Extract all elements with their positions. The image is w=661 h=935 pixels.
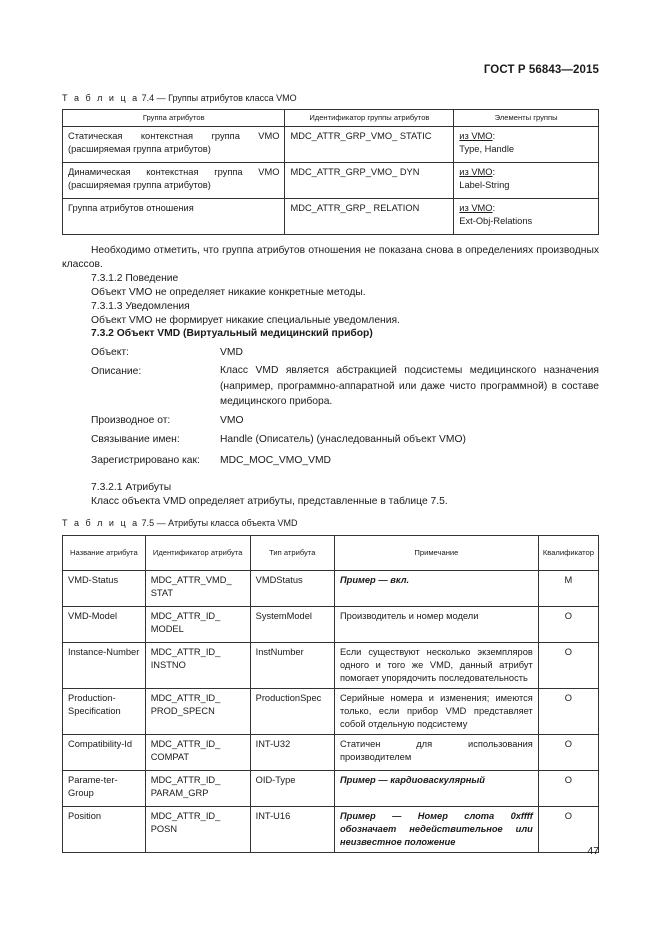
paragraph-note: Необходимо отметить, что группа атрибутов отношения не показана снова в определениях производных классов.: [62, 245, 599, 270]
table-header-row: [63, 536, 599, 571]
section-7-3-1-3-heading: 7.3.1.3 Уведомления: [91, 301, 190, 312]
table-7-5-caption-text: 7.5 — Атрибуты класса объекта VMD: [141, 518, 298, 528]
table-7-5: [62, 535, 599, 853]
qualifier-cell: O: [538, 689, 598, 735]
note-cell: Пример — Номер слота 0xffff обозначает недействительное или неизвестное положение: [334, 807, 538, 853]
column-header: Идентификатор атрибута: [145, 536, 250, 571]
property-label: Связывание имен:: [91, 434, 180, 445]
table-row: [63, 199, 599, 235]
vmo-link[interactable]: из VMO: [459, 167, 493, 177]
attribute-id-cell: MDC_ATTR_ID_ POSN: [145, 807, 250, 853]
column-header: Элементы группы: [454, 110, 599, 127]
table-7-4: [62, 109, 599, 235]
note-cell: Если существуют несколько экземпляров одного и того же VMD, данный атрибут помогает упорядочить последовательность: [334, 643, 538, 689]
table-row: [63, 163, 599, 199]
attribute-name-cell: Instance-Number: [63, 643, 146, 689]
attribute-id-cell: MDC_ATTR_ID_ INSTNO: [145, 643, 250, 689]
attribute-name-cell: Parame-ter-Group: [63, 771, 146, 807]
vmo-link[interactable]: из VMO: [459, 203, 493, 213]
table-row: [63, 643, 599, 689]
section-7-3-1-3-text: Объект VMO не формирует никакие специальные уведомления.: [91, 315, 400, 326]
qualifier-cell: M: [538, 571, 598, 607]
page-number: 47: [587, 845, 599, 857]
table-7-5-caption-prefix: Т а б л и ц а: [62, 518, 140, 528]
property-value: MDC_MOC_VMO_VMD: [220, 455, 331, 466]
note-cell: Пример — вкл.: [334, 571, 538, 607]
colon: :: [492, 167, 496, 177]
elements-list: Ext-Obj-Relations: [459, 216, 533, 226]
attribute-name-cell: Position: [63, 807, 146, 853]
attribute-id-cell: MDC_ATTR_ID_ COMPAT: [145, 735, 250, 771]
colon: :: [492, 203, 496, 213]
attribute-id-cell: MDC_ATTR_ID_ PROD_SPECN: [145, 689, 250, 735]
qualifier-cell: O: [538, 607, 598, 643]
note-cell: Пример — кардиоваскулярный: [334, 771, 538, 807]
section-7-3-1-2-text: Объект VMO не определяет никакие конкретные методы.: [91, 287, 366, 298]
elements-cell: [454, 127, 599, 163]
standard-number: ГОСТ Р 56843—2015: [483, 64, 599, 76]
property-value: VMO: [220, 415, 244, 426]
property-value: Класс VMD является абстракцией подсистемы медицинского назначения (например, программно-аппаратной или даже чисто программной) в составе медицинского прибора.: [220, 365, 599, 407]
attribute-type-cell: OID-Type: [250, 771, 334, 807]
column-header: Группа атрибутов: [63, 110, 285, 127]
qualifier-cell: O: [538, 643, 598, 689]
section-7-3-2-1-text: Класс объекта VMD определяет атрибуты, представленные в таблице 7.5.: [91, 496, 448, 507]
elements-list: Type, Handle: [459, 144, 515, 154]
colon: :: [492, 131, 496, 141]
table-7-4-caption: [62, 93, 297, 103]
section-7-3-2-1-heading: 7.3.2.1 Атрибуты: [91, 482, 172, 493]
column-header: Тип атрибута: [250, 536, 334, 571]
table-row: [63, 127, 599, 163]
table-header-row: [63, 110, 599, 127]
group-cell: Группа атрибутов отношения: [63, 199, 285, 235]
attribute-id-cell: MDC_ATTR_ID_ MODEL: [145, 607, 250, 643]
attribute-type-cell: VMDStatus: [250, 571, 334, 607]
table-row: [63, 607, 599, 643]
property-label: Объект:: [91, 347, 129, 358]
attribute-name-cell: VMD-Status: [63, 571, 146, 607]
qualifier-cell: O: [538, 735, 598, 771]
section-7-3-1-2-heading: 7.3.1.2 Поведение: [91, 273, 179, 284]
attribute-type-cell: SystemModel: [250, 607, 334, 643]
elements-cell: [454, 163, 599, 199]
id-cell: MDC_ATTR_GRP_VMO_ DYN: [285, 163, 454, 199]
table-row: [63, 571, 599, 607]
attribute-name-cell: Production-Specification: [63, 689, 146, 735]
vmo-link[interactable]: из VMO: [459, 131, 493, 141]
table-row: [63, 735, 599, 771]
section-7-3-2-heading: 7.3.2 Объект VMD (Виртуальный медицинский прибор): [91, 328, 373, 339]
attribute-name-cell: Compatibility-Id: [63, 735, 146, 771]
attribute-type-cell: INT-U16: [250, 807, 334, 853]
property-value: VMD: [220, 347, 243, 358]
table-row: [63, 689, 599, 735]
table-7-4-caption-text: 7.4 — Группы атрибутов класса VMO: [141, 93, 297, 103]
property-label: Описание:: [91, 366, 142, 377]
attribute-type-cell: INT-U32: [250, 735, 334, 771]
note-cell: Производитель и номер модели: [334, 607, 538, 643]
attribute-type-cell: ProductionSpec: [250, 689, 334, 735]
attribute-id-cell: MDC_ATTR_VMD_ STAT: [145, 571, 250, 607]
column-header: Квалификатор: [538, 536, 598, 571]
id-cell: MDC_ATTR_GRP_VMO_ STATIC: [285, 127, 454, 163]
table-7-5-caption: [62, 518, 298, 528]
group-cell: Статическая контекстная группа VMO (расширяемая группа атрибутов): [63, 127, 285, 163]
elements-cell: [454, 199, 599, 235]
id-cell: MDC_ATTR_GRP_ RELATION: [285, 199, 454, 235]
group-cell: Динамическая контекстная группа VMO (расширяемая группа атрибутов): [63, 163, 285, 199]
property-label: Зарегистрировано как:: [91, 455, 200, 466]
table-row: [63, 807, 599, 853]
property-value: Handle (Описатель) (унаследованный объект VMO): [220, 434, 466, 445]
table-7-4-caption-prefix: Т а б л и ц а: [62, 93, 140, 103]
property-label: Производное от:: [91, 415, 171, 426]
attribute-type-cell: InstNumber: [250, 643, 334, 689]
attribute-name-cell: VMD-Model: [63, 607, 146, 643]
table-row: [63, 771, 599, 807]
column-header: Примечание: [334, 536, 538, 571]
attribute-id-cell: MDC_ATTR_ID_ PARAM_GRP: [145, 771, 250, 807]
elements-list: Label-String: [459, 180, 510, 190]
note-cell: Статичен для использования производителем: [334, 735, 538, 771]
note-cell: Серийные номера и изменения; имеются только, если прибор VMD представляет собой отдельную подсистему: [334, 689, 538, 735]
qualifier-cell: O: [538, 807, 598, 853]
column-header: Название атрибута: [63, 536, 146, 571]
column-header: Идентификатор группы атрибутов: [285, 110, 454, 127]
qualifier-cell: O: [538, 771, 598, 807]
